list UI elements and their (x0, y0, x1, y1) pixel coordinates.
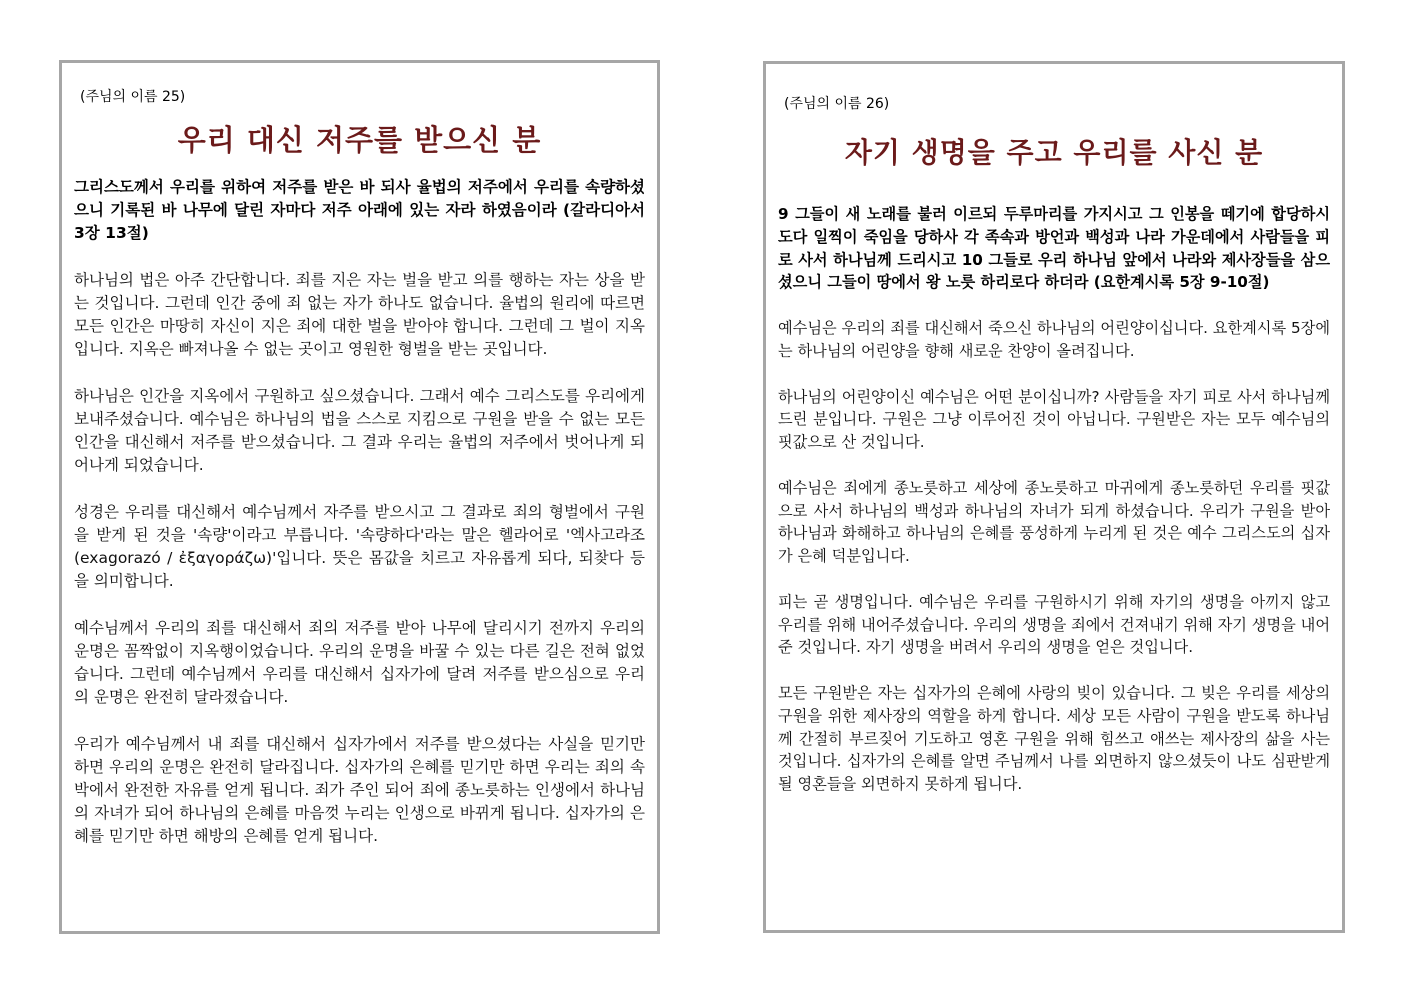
right-paragraph-4: 피는 곧 생명입니다. 예수님은 우리를 구원하시기 위해 자기의 생명을 아끼지 않고 우리를 위해 내어주셨습니다. 우리의 생명을 죄에서 건져내기 위해 자기 생명을 내어준 것입니다. 자기 생명을 버려서 우리의 생명을 얻은 것입니다. (778, 592, 1330, 657)
left-paragraph-1: 하나님의 법은 아주 간단합니다. 죄를 지은 자는 벌을 받고 의를 행하는 자는 상을 받는 것입니다. 그런데 인간 중에 죄 없는 자가 하나도 없습니다. 율법의 원리에 따르면 모든 인간은 마땅히 자신이 지은 죄에 대한 벌을 받아야 합니다. 그런데 그 벌이 지옥입니다. 지옥은 빠져나올 수 없는 곳이고 영원한 형벌을 받는 곳입니다. (74, 270, 645, 359)
left-series-label: (주님의 이름 25) (80, 89, 186, 105)
left-paragraph-2: 하나님은 인간을 지옥에서 구원하고 싶으셨습니다. 그래서 예수 그리스도를 우리에게 보내주셨습니다. 예수님은 하나님의 법을 스스로 지킴으로 구원을 받을 수 없는 모든 인간을 대신해서 저주를 받으셨습니다. 그 결과 우리는 율법의 저주에서 벗어나게 되어나게 되었습니다. (74, 386, 645, 475)
left-paragraph-5: 우리가 예수님께서 내 죄를 대신해서 십자가에서 저주를 받으셨다는 사실을 믿기만 하면 우리의 운명은 완전히 달라집니다. 십자가의 은혜를 믿기만 하면 우리는 죄의 속박에서 완전한 자유를 얻게 됩니다. 죄가 주인 되어 죄에 종노릇하는 인생에서 하나님의 자녀가 되어 하나님의 은혜를 마음껏 누리는 인생으로 바뀌게 됩니다. 십자가의 은혜를 믿기만 하면 해방의 은혜를 얻게 됩니다. (74, 734, 645, 846)
right-paragraph-2: 하나님의 어린양이신 예수님은 어떤 분이십니까? 사람들을 자기 피로 사서 하나님께 드린 분입니다. 구원은 그냥 이루어진 것이 아닙니다. 구원받은 자는 모두 예수님의 핏값으로 산 것입니다. (778, 387, 1330, 452)
right-series-label: (주님의 이름 26) (784, 96, 890, 112)
left-scripture-verse: 그리스도께서 우리를 위하여 저주를 받은 바 되사 율법의 저주에서 우리를 속량하셨으니 기록된 바 나무에 달린 자마다 저주 아래에 있는 자라 하였음이라 (갈라디아서 3장 13절) (74, 178, 645, 243)
left-paragraph-4: 예수님께서 우리의 죄를 대신해서 죄의 저주를 받아 나무에 달리시기 전까지 우리의 운명은 꼼짝없이 지옥행이었습니다. 우리의 운명을 바꿀 수 있는 다른 길은 전혀 없었습니다. 그런데 예수님께서 우리를 대신해서 십자가에 달려 저주를 받으심으로 우리의 운명은 완전히 달라졌습니다. (74, 618, 645, 707)
left-paragraph-3: 성경은 우리를 대신해서 예수님께서 자주를 받으시고 그 결과로 죄의 형벌에서 구원을 받게 된 것을 '속량'이라고 부릅니다. '속량하다'라는 말은 헬라어로 '엑사고라조(exagorazó / ἐξαγοράζω)'입니다. 뜻은 몸값을 치르고 자유롭게 되다, 되찾다 등을 의미합니다. (74, 502, 645, 591)
right-paragraph-1: 예수님은 우리의 죄를 대신해서 죽으신 하나님의 어린양이십니다. 요한계시록 5장에는 하나님의 어린양을 향해 새로운 찬양이 올려집니다. (778, 319, 1330, 360)
right-paragraph-3: 예수님은 죄에게 종노릇하고 세상에 종노릇하고 마귀에게 종노릇하던 우리를 핏값으로 사서 하나님의 백성과 하나님의 자녀가 되게 하셨습니다. 우리가 구원을 받아 하나님과 화해하고 하나님의 은혜를 풍성하게 누리게 된 것은 예수 그리스도의 십자가 은혜 덕분입니다. (778, 478, 1330, 566)
right-title: 자기 생명을 주고 우리를 사신 분 (844, 136, 1264, 169)
left-page (59, 60, 660, 934)
right-scripture-verse: 9 그들이 새 노래를 불러 이르되 두루마리를 가지시고 그 인봉을 떼기에 합당하시도다 일찍이 죽임을 당하사 각 족속과 방언과 백성과 나라 가운데에서 사람들을 피로 사서 하나님께 드리시고 10 그들로 우리 하나님 앞에서 나라와 제사장들을 삼으셨으니 그들이 땅에서 왕 노릇 하리로다 하더라 (요한계시록 5장 9-10절) (778, 205, 1330, 292)
right-paragraph-5: 모든 구원받은 자는 십자가의 은혜에 사랑의 빚이 있습니다. 그 빚은 우리를 세상의 구원을 위한 제사장의 역할을 하게 합니다. 세상 모든 사람이 구원을 받도록 하나님께 간절히 부르짖어 기도하고 영혼 구원을 위해 힘쓰고 애쓰는 제사장의 삶을 사는 것입니다. 십자가의 은혜를 알면 주님께서 나를 외면하지 않으셨듯이 나도 심판받게 될 영혼들을 외면하지 못하게 됩니다. (778, 683, 1330, 794)
left-title: 우리 대신 저주를 받으신 분 (177, 123, 542, 157)
right-page (763, 61, 1345, 933)
